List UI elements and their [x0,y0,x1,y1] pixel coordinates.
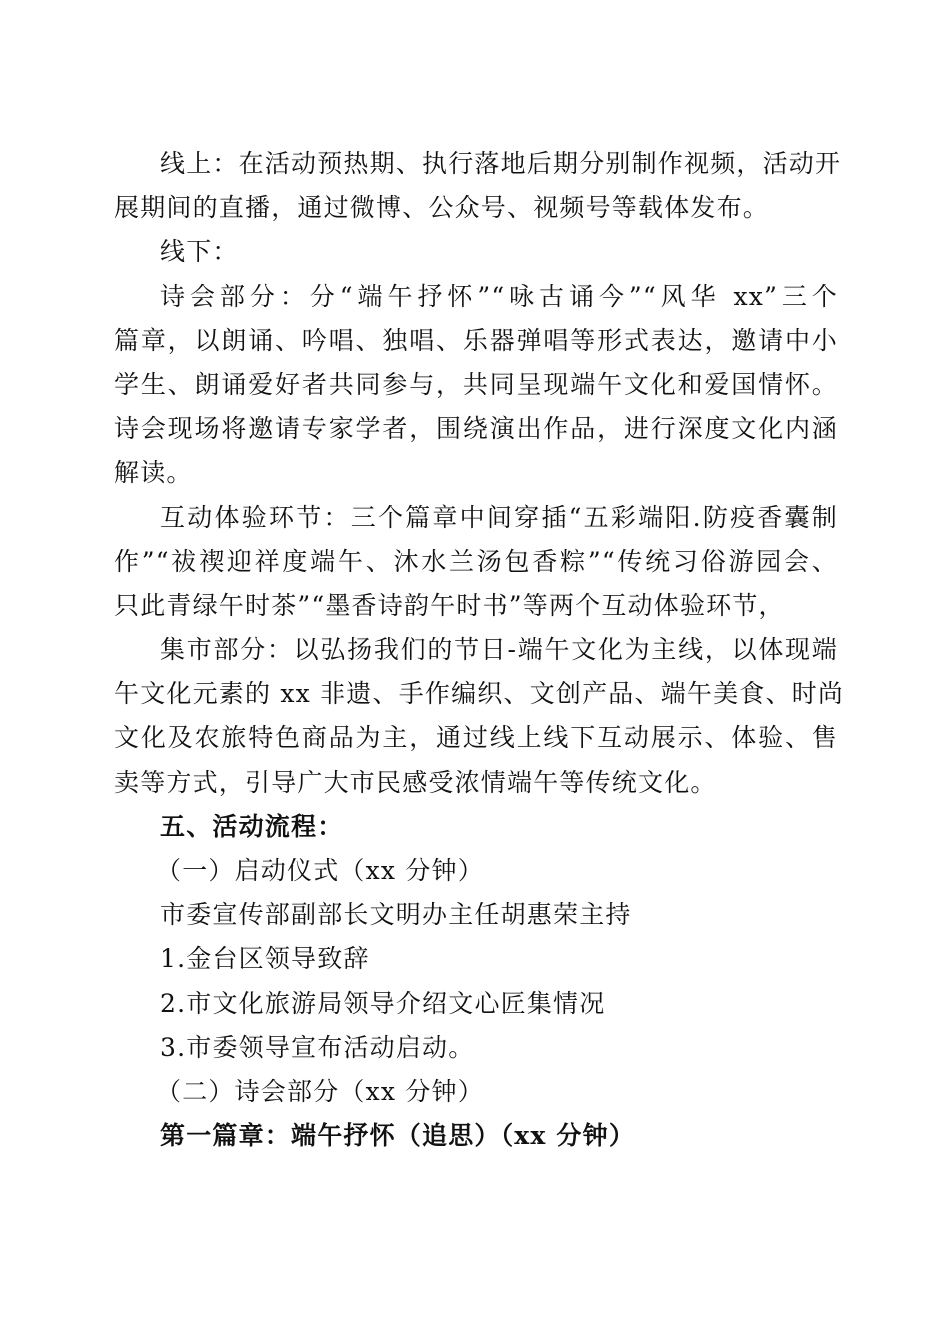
paragraph-market-line-2: 午文化元素的 xx 非遗、手作编织、文创产品、端午美食、时尚 [114,679,845,709]
step-item: 3.市委领导宣布活动启动。 [160,1032,475,1062]
section-5-heading: 五、活动流程： [160,811,344,841]
paragraph-poetry-line-3: 学生、朗诵爱好者共同参与，共同呈现端午文化和爱国情怀。 [114,369,838,399]
paragraph-online-line-1: 线上：在活动预热期、执行落地后期分别制作视频，活动开 [160,149,842,178]
paragraph-offline-label: 线下： [160,237,239,267]
step-item: 1.金台区领导致辞 [160,944,370,974]
document-page [114,142,845,1158]
paragraph-market-line-1: 集市部分：以弘扬我们的节日-端午文化为主线，以体现端 [160,635,838,665]
chapter-1-heading: 第一篇章：端午抒怀（追思）（xx 分钟） [160,1121,636,1151]
step-item: 2.市文化旅游局领导介绍文心匠集情况 [160,988,606,1018]
paragraph-poetry-line-4: 诗会现场将邀请专家学者，围绕演出作品，进行深度文化内涵 [114,414,838,444]
paragraph-poetry-line-1: 诗会部分：分“端午抒怀”“咏古诵今”“风华 xx”三个 [160,281,838,311]
paragraph-interactive-line-3: 只此青绿午时茶”“墨香诗韵午时书”等两个互动体验环节， [114,590,785,620]
paragraph-poetry-line-2: 篇章，以朗诵、吟唱、独唱、乐器弹唱等形式表达，邀请中小 [114,325,838,355]
subsection-1-heading: （一）启动仪式（xx 分钟） [156,856,484,885]
paragraph-interactive-line-1: 互动体验环节：三个篇章中间穿插“五彩端阳.防疫香囊制 [160,502,838,532]
paragraph-online-line-2: 展期间的直播，通过微博、公众号、视频号等载体发布。 [114,193,770,223]
host-line: 市委宣传部副部长文明办主任胡惠荣主持 [160,900,632,930]
paragraph-market-line-3: 文化及农旅特色商品为主，通过线上线下互动展示、体验、售 [114,723,838,753]
paragraph-poetry-line-5: 解读。 [114,458,193,488]
paragraph-market-line-4: 卖等方式，引导广大市民感受浓情端午等传统文化。 [114,767,717,797]
subsection-2-heading: （二）诗会部分（xx 分钟） [156,1076,484,1106]
paragraph-interactive-line-2: 作”“祓禊迎祥度端午、沐水兰汤包香粽”“传统习俗游园会、 [114,546,838,576]
